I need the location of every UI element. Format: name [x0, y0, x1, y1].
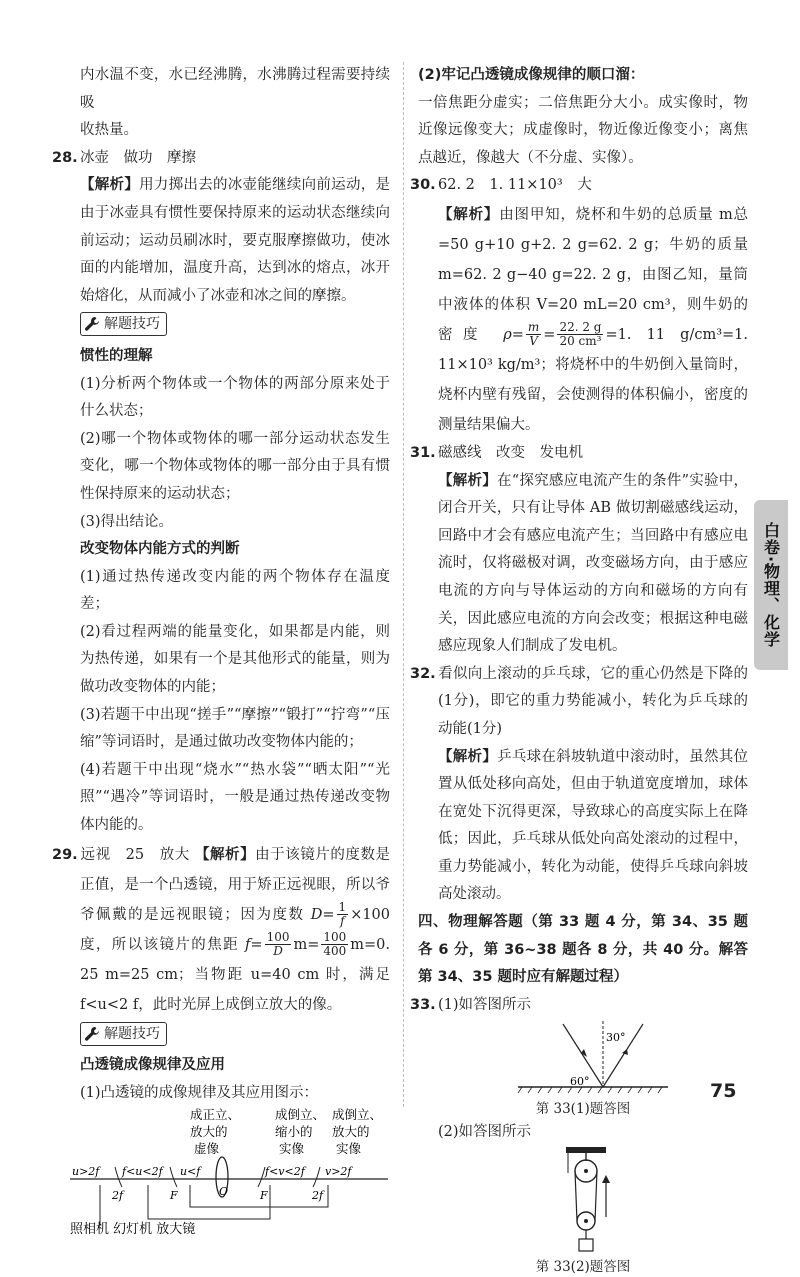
q33-part1: 33. (1)如答图所示 — [410, 996, 532, 1013]
left-column — [52, 62, 391, 1242]
fraction: $\frac{m}{V}$ — [527, 320, 540, 349]
point-2f-right: 2f — [312, 1189, 324, 1203]
wrench-icon — [84, 316, 100, 332]
range-u-gt-2f: u>2f — [72, 1165, 100, 1179]
applications-label: 照相机 幻灯机 放大镜 — [70, 1222, 196, 1238]
pull-arrow — [602, 1175, 610, 1183]
q28-answer: 28. 冰壶 做功 摩擦 — [60, 145, 390, 173]
range-f-u-2f: f<u<2f — [122, 1165, 163, 1179]
angle-label-60: 60° — [570, 1075, 590, 1089]
subject-side-tab-label: 白卷·物理、化学 — [761, 521, 781, 649]
rhyme-title: (2)牢记凸透镜成像规律的顺口溜： — [418, 67, 645, 83]
pulley-diagram — [546, 1147, 626, 1257]
reflection-diagram — [508, 1019, 678, 1099]
energy-item: (3)若题干中出现“搓手”“摩擦”“锻打”“拧弯”“压缩”等词语时，是通过做功改变物体内能的； — [80, 706, 390, 751]
q33-part2: (2)如答图所示 — [438, 1124, 532, 1141]
image-desc-virtual: 成正立、放大的虚像 — [190, 1107, 241, 1157]
q30-analysis: 【解析】由图甲知，烧杯和牛奶的总质量 m总=50 g+10 g+2. 2 g=62. 2 g；牛奶的质量 m=62. 2 g−40 g=22. 2 g，由图乙知，量筒中液体的体积 V=20 mL=20 cm³，则牛奶的密度 ρ= $\frac{m}{V}$ = $\frac{22. 2 g}{\text{20 cm³}}$ =1. 11 g/cm³=1. 11×10³ kg/m³；将烧杯中的牛奶倒入量筒时，烧杯内壁有残留，会使测得的体积偏小，密度的测量结果偏大。 — [438, 206, 749, 433]
weight-block — [579, 1239, 593, 1251]
inertia-item: (3)得出结论。 — [80, 513, 174, 530]
lens-imaging-diagram — [70, 1107, 390, 1242]
fraction: $\frac{1}{f}$ — [338, 900, 347, 929]
q31-answer: 31. 磁感线 改变 发电机 — [410, 444, 583, 461]
angle-label-30: 30° — [606, 1031, 626, 1045]
range-f-v-2f: f<v<2f — [265, 1165, 305, 1179]
point-F-left: F — [170, 1189, 178, 1203]
q32-analysis: 【解析】乒乓球在斜坡轨道中滚动时，虽然其位置从低处移向高处，但由于轨道宽度增加，球体在宽处下沉得更深，导致球心的高度实际上在降低；因此，乒乓球从低处向高处滚动的过程中，重力势能减小，转化为动能，使得乒乓球向斜坡高处滚动。 — [438, 748, 749, 903]
intro-line: 收热量。 — [80, 122, 138, 139]
fraction: $\frac{100}{400}$ — [323, 930, 347, 959]
lens-subtitle: (1)凸透镜的成像规律及其应用图示： — [80, 1084, 319, 1101]
energy-item: (1)通过热传递改变内能的两个物体存在温度差； — [80, 568, 390, 613]
q31-analysis: 【解析】在“探究感应电流产生的条件”实验中，闭合开关，只有让导体 AB 做切割磁感线运动，回路中才会有感应电流产生；当回路中有感应电流时，仅将磁极对调，改变磁场方向，由于感应电流的方向与导体运动的方向和磁场的方向有关，因此感应电流的方向会改变；根据这种电磁感应现象人们制成了发电机。 — [438, 472, 749, 655]
q29: 29. 远视 25 放大 【解析】由于该镜片的度数是正值，是一个凸透镜，用于矫正远视眼，所以爷爷佩戴的是远视眼镜；因为度数 D= $\frac{1}{f}$ ×100 度，所以该镜片的焦距 f= $\frac{100}{D}$ m= $\frac{100}{400}$ m=0. 25 m=25 cm；当物距 u=40 cm 时，满足 f<u<2 f，此时光屏上成倒立放大的像。 — [52, 846, 391, 1013]
wrench-icon — [84, 1026, 100, 1042]
lens-title: 凸透镜成像规律及应用 — [80, 1057, 225, 1074]
point-2f-left: 2f — [112, 1189, 124, 1203]
q28-analysis: 【解析】用力掷出去的冰壶能继续向前运动，是由于冰壶具有惯性要保持原来的运动状态继续向前运动；运动员刷冰时，要克服摩擦做功，使冰面的内能增加，温度升高，达到冰的熔点，冰开始熔化，从而减小了冰壶和冰之间的摩擦。 — [80, 177, 391, 304]
section-4-heading: 四、物理解答题（第 33 题 4 分，第 34、35 题各 6 分，第 36~38 题各 8 分，共 40 分。解答第 34、35 题时应有解题过程） — [418, 914, 748, 986]
page-number: 75 — [710, 1080, 737, 1102]
q32-answer: 32. 看似向上滚动的乒乓球，它的重心仍然是下降的(1分)，即它的重力势能减小，转化为乒乓球的动能(1分) — [410, 665, 748, 737]
figure-caption: 第 33(2)题答图 — [535, 1259, 631, 1276]
tip-badge: 解题技巧 — [80, 1022, 167, 1046]
column-divider — [403, 62, 404, 1107]
range-v-gt-2f: v>2f — [325, 1165, 352, 1179]
tip-box — [60, 1020, 390, 1053]
inertia-title: 惯性的理解 — [80, 347, 153, 364]
image-desc-enlarged: 成倒立、放大的实像 — [332, 1107, 383, 1157]
inertia-item: (2)哪一个物体或物体的哪一部分运动状态发生变化，哪一个物体或物体的哪一部分由于具有惯性保持原来的运动状态； — [80, 430, 390, 502]
fraction: $\frac{100}{D}$ — [266, 930, 290, 959]
fraction: $\frac{22. 2 g}{\text{20 cm³}}$ — [559, 320, 602, 349]
q28-number: 28. — [52, 149, 78, 166]
energy-title: 改变物体内能方式的判断 — [80, 541, 240, 558]
inertia-item: (1)分析两个物体或一个物体的两部分原来处于什么状态； — [80, 375, 390, 420]
rhyme-text: 一倍焦距分虚实；二倍焦距分大小。成实像时，物近像远像变大；成虚像时，物近像近像变小；离焦点越近，像越大（不分虚、实像）。 — [418, 94, 748, 166]
image-desc-reduced: 成倒立、缩小的实像 — [275, 1107, 326, 1157]
energy-item: (2)看过程两端的能量变化，如果都是内能，则为热传递，如果有一个是其他形式的能量，则为做功改变物体的内能； — [80, 623, 390, 696]
q30-answer: 30. 62. 2 1. 11×10³ 大 — [410, 177, 592, 194]
point-F-right: F — [260, 1189, 268, 1203]
energy-item: (4)若题干中出现“烧水”“热水袋”“晒太阳”“光照”“遇冷”等词语时，一般是通过热传递改变物体内能的。 — [80, 761, 390, 834]
tip-box — [60, 310, 390, 343]
intro-line: 内水温不变，水已经沸腾，水沸腾过程需要持续吸 — [80, 67, 390, 111]
figure-caption: 第 33(1)题答图 — [535, 1101, 631, 1118]
tip-badge: 解题技巧 — [80, 312, 167, 336]
range-u-lt-f: u<f — [180, 1165, 201, 1179]
point-O: O — [219, 1185, 229, 1199]
right-column — [410, 62, 749, 1277]
subject-side-tab — [754, 500, 788, 670]
